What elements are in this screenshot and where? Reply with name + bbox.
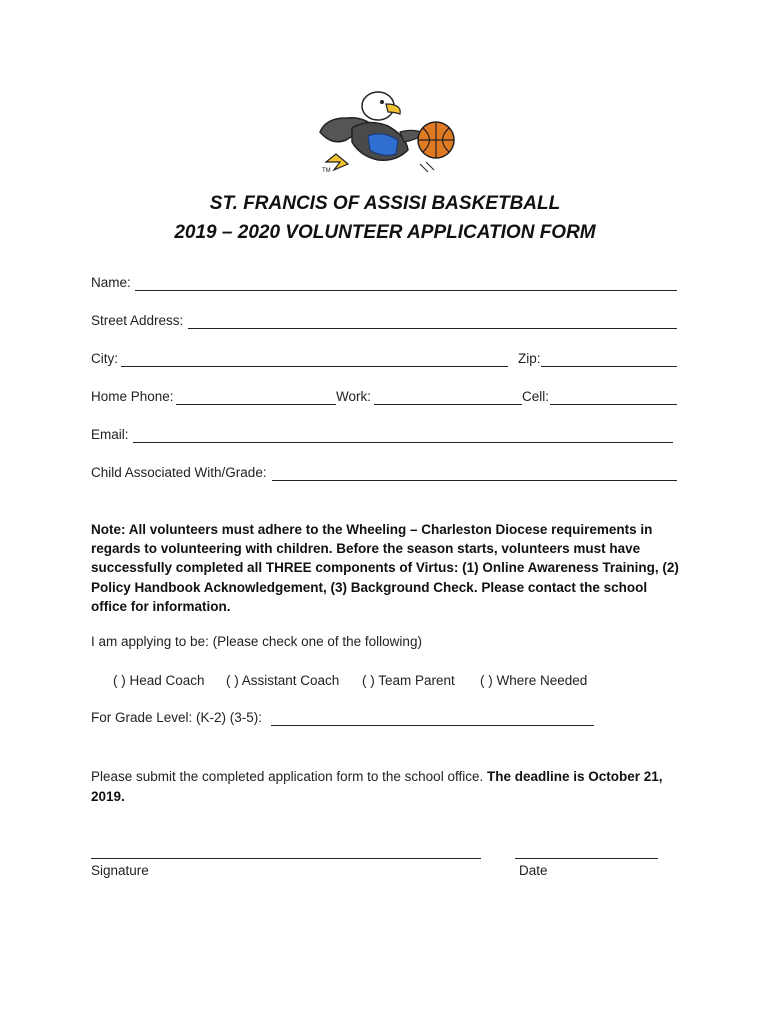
child-grade-label: Child Associated With/Grade: bbox=[91, 465, 267, 480]
cell-phone-label: Cell: bbox=[522, 389, 550, 404]
home-phone-field[interactable] bbox=[176, 404, 336, 405]
city-label: City: bbox=[91, 351, 118, 366]
name-label: Name: bbox=[91, 275, 131, 290]
email-label: Email: bbox=[91, 427, 129, 442]
virtus-requirements-note: Note: All volunteers must adhere to the Wheeling – Charleston Diocese requirements in regards to volunteering with children. Before the season starts, volunteers must have successfully completed all THREE components of Virtus: (1) Online Awareness Training, (2) Policy Handbook Acknowledgement, (3) Background Check. Please contact the school office for information. bbox=[91, 522, 679, 614]
option-where-needed[interactable]: ( ) Where Needed bbox=[480, 673, 588, 688]
zip-label: Zip: bbox=[518, 351, 541, 366]
date-label: Date bbox=[519, 863, 548, 878]
grade-level-field[interactable] bbox=[271, 725, 594, 726]
applying-prompt: I am applying to be: (Please check one of the following) bbox=[91, 634, 422, 649]
submit-instructions bbox=[91, 767, 691, 807]
form-title-line-1: ST. FRANCIS OF ASSISI BASKETBALL bbox=[209, 193, 561, 214]
submit-text: Please submit the completed application form to the school office. bbox=[91, 769, 487, 784]
name-field[interactable] bbox=[135, 290, 677, 291]
signature-field[interactable] bbox=[91, 858, 481, 859]
mascot-logo bbox=[316, 88, 464, 176]
option-assistant-coach[interactable]: ( ) Assistant Coach bbox=[226, 673, 340, 688]
option-team-parent[interactable]: ( ) Team Parent bbox=[362, 673, 455, 688]
deadline-text: The deadline is October 21, 2019. bbox=[91, 769, 663, 804]
eagle-basketball-mascot-icon bbox=[316, 88, 464, 176]
email-field[interactable] bbox=[133, 442, 673, 443]
grade-level-label: For Grade Level: (K-2) (3-5): bbox=[91, 710, 263, 725]
zip-field[interactable] bbox=[541, 366, 677, 367]
work-phone-label: Work: bbox=[336, 389, 372, 404]
home-phone-label: Home Phone: bbox=[91, 389, 174, 404]
cell-phone-field[interactable] bbox=[550, 404, 677, 405]
signature-label: Signature bbox=[91, 863, 149, 878]
option-head-coach[interactable]: ( ) Head Coach bbox=[113, 673, 205, 688]
street-address-field[interactable] bbox=[188, 328, 677, 329]
city-field[interactable] bbox=[121, 366, 508, 367]
svg-text:TM: TM bbox=[322, 168, 331, 174]
work-phone-field[interactable] bbox=[374, 404, 522, 405]
child-grade-field[interactable] bbox=[272, 480, 677, 481]
form-title-line-2: 2019 – 2020 VOLUNTEER APPLICATION FORM bbox=[174, 222, 596, 243]
date-field[interactable] bbox=[515, 858, 658, 859]
street-address-label: Street Address: bbox=[91, 313, 184, 328]
